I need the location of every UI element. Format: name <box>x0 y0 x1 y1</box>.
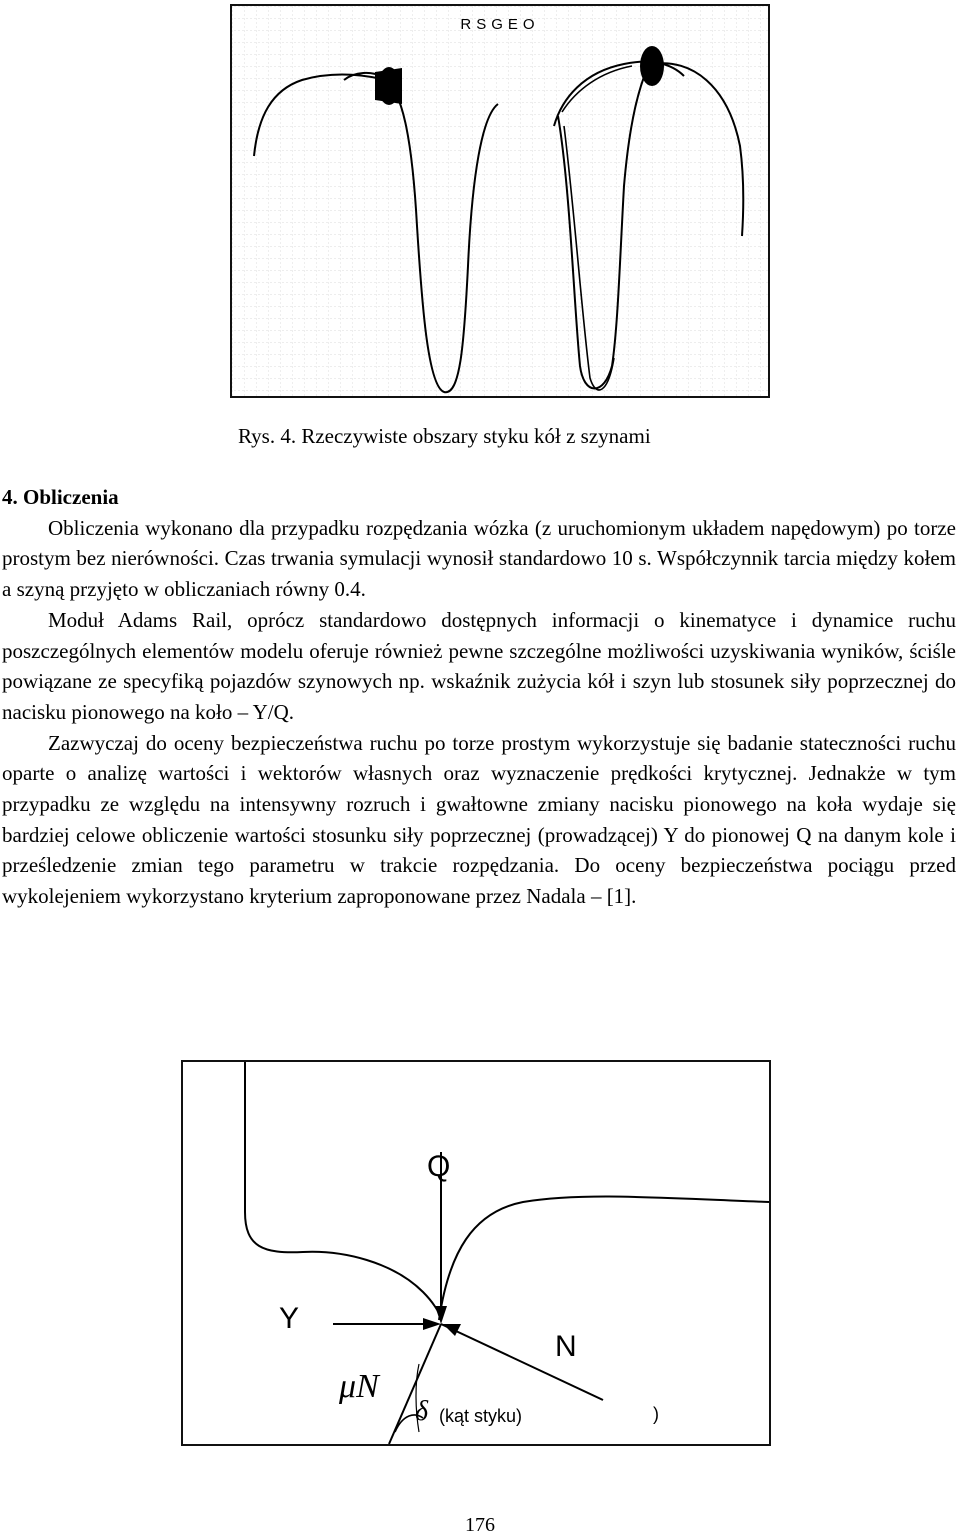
label-n: N <box>555 1330 577 1363</box>
figure-contact-areas <box>230 4 770 398</box>
page-number: 176 <box>465 1514 495 1536</box>
figure-caption: Rys. 4. Rzeczywiste obszary styku kół z szynami <box>238 424 651 448</box>
figure-header-rsgeo: RSGEO <box>460 16 540 33</box>
figure-contact-areas-graphic <box>232 6 768 396</box>
paragraph-3: Zazwyczaj do oceny bezpieczeństwa ruchu po torze prostym wykorzystuje się badanie stateczności ruchu oparte o analizę wartości i wektorów własnych oraz wyznaczenie prędkości krytycznej. Jednakże w tym przypadku ze względu na intensywny rozruch i gwałtowne zmiany nacisku pionowego na koła wydaje się bardziej celowe obliczenie wartości stosunku siły poprzecznej (prowadzącej) Y do pionowej Q na danym kole i prześledzenie zmian tego parametru w trakcie rozpędzania. Do oceny bezpieczeństwa pociągu przed wykolejeniem wykorzystano kryterium zaproponowane przez Nadala – [1]. <box>2 730 956 909</box>
label-y: Y <box>279 1302 300 1335</box>
label-paren: ) <box>653 1404 659 1424</box>
paragraph-1: Obliczenia wykonano dla przypadku rozpędzania wózka (z uruchomionym układem napędowym) po torze prostym bez nierówności. Czas trwania symulacji wynosił standardowo 10 s. Współczynnik tarcia między kołem a szyną przyjęto w obliczaniach równy 0.4. <box>2 515 956 602</box>
force-diagram-graphic <box>183 1062 769 1444</box>
section-heading: 4. Obliczenia <box>2 485 119 509</box>
contact-patch-right <box>640 46 664 86</box>
section-obliczenia <box>2 482 956 912</box>
label-mu-n: μN <box>339 1368 379 1405</box>
figure-force-diagram <box>181 1060 771 1446</box>
label-delta: δ <box>415 1396 429 1427</box>
label-kat-styku: (kąt styku) <box>439 1406 523 1426</box>
paragraph-2: Moduł Adams Rail, oprócz standardowo dostępnych informacji o kinematyce i dynamice ruchu poszczególnych elementów modelu oferuje również pewne szczególne możliwości uzyskiwania wyników, ściśle powiązane ze specyfiką pojazdów szynowych np. wskaźnik zużycia kół i szyn lub stosunek siły poprzecznej do nacisku pionowego na koło – Y/Q. <box>2 607 956 724</box>
label-q: Q <box>427 1150 451 1183</box>
